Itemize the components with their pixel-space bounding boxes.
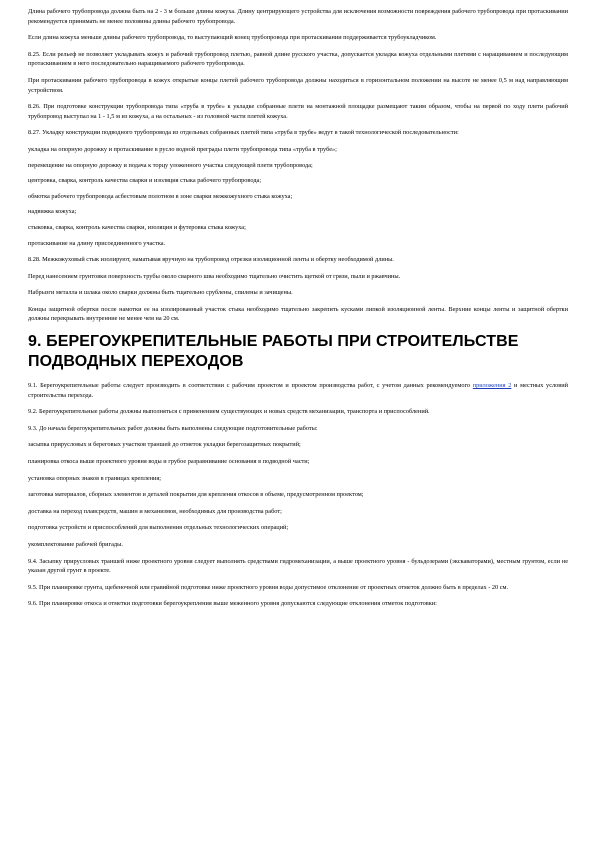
paragraph: Набрызги металла и шлака около сварки должны быть тщательно срублены, спилены и зачищены. (28, 289, 293, 297)
document-page (28, 7, 568, 616)
list-item: укладка на опорную дорожку и протаскивание в русло водной преграды плети трубопровода типа «труба в трубе»; (28, 145, 337, 153)
paragraph: 9.6. При планировке откоса и отметки подготовки берегоукрепления выше меженного уровня допускаются следующие отклонения отметок подготовки: (28, 600, 437, 608)
list-item: центровка, сварка, контроль качества сварки и изоляция стыка рабочего трубопровода; (28, 177, 262, 185)
list-item: надвижка кожуха; (28, 208, 77, 216)
paragraph: 8.26. При подготовке конструкции трубопровода типа «труба в трубе» к укладке собранные плети на монтажной площадке размещают таким образом, чтобы на первой по ходу плети рабочий трубопровод выступал на 1 - 1,5 м из кожуха, а на остальных - из головной части плетей кожуха. (28, 103, 568, 120)
paragraph: Если длина кожуха меньше длины рабочего трубопровода, то выступающий конец трубопровода при протаскивании поддерживается трубоукладчиком. (28, 34, 437, 42)
section-8-continued (28, 7, 568, 324)
paragraph: 9.3. До начала берегоукрепительных работ должны быть выполнены следующие подготовительные работы: (28, 424, 318, 432)
paragraph: Длина рабочего трубопровода должна быть на 2 - 3 м больше длины кожуха. Длину центрирующего устройства для исключения возможности повреждения рабочего трубопровода при протаскивании рекомендуется принимать не менее половины длины рабочего трубопровода. (28, 8, 568, 25)
list-item: засыпка прирусловых и береговых участков траншей до отметок укладки берегозащитных покрытий; (28, 441, 301, 449)
paragraph: Концы защитной обертки после намотки ее на изолированный участок стыка необходимо тщательно закрепить кусками липкой изоляционной ленты. Верхние концы ленты и защитной обертки должны перекрывать внутренние не менее чем на 20 см. (28, 305, 568, 323)
paragraph: 8.25. Если рельеф не позволяет укладывать кожух и рабочий трубопровод плетью, равной длине русского участка, допускается укладка кожуха отдельными плетями с наращиванием и последующим протаскиванием в него последовательно наращиваемого рабочего трубопровода. (28, 50, 568, 68)
list-item: установка опорных знаков в границах крепления; (28, 474, 162, 482)
list-item: заготовка материалов, сборных элементов и деталей покрытия для крепления откосов в объеме, предусмотренном проектом; (28, 491, 364, 499)
list-item: перемещение на опорную дорожку и подача к торцу уложенного участка следующей плети трубопровода; (28, 161, 313, 169)
paragraph-text: и местных условий строительства перехода. (28, 382, 568, 399)
paragraph: 9.4. Засыпку прирусловых траншей ниже проектного уровня следует выполнять средствами гидромеханизации, а выше проектного уровня - бульдозерами (экскаваторами), местным грунтом, если не указан другой грунт в проекте. (28, 557, 568, 575)
list-item: планировка откоса выше проектного уровня воды и грубое разравнивание основания в подводной части; (28, 458, 310, 466)
paragraph: При протаскивании рабочего трубопровода в кожух открытые концы плетей рабочего трубопровода должны находиться в горизонтальном положении на высоте не менее 0,5 м над направляющим устройством. (28, 76, 568, 94)
appendix-2-link[interactable]: приложения 2 (472, 382, 512, 390)
paragraph-9-1 (28, 381, 568, 400)
section-9 (28, 381, 568, 609)
paragraph: 9.2. Берегоукрепительные работы должны выполняться с применением существующих и новых средств механизации, транспорта и приспособлений. (28, 408, 430, 416)
paragraph-text: 9.1. Берегоукрепительные работы следует производить в соответствии с рабочим проектом и проектом производства работ, с учетом данных рекомендуемого (28, 382, 473, 390)
list-item: подготовка устройств и приспособлений для выполнения отдельных технологических операций; (28, 524, 289, 532)
list-item: обмотка рабочего трубопровода асбестовым полотном в зоне сварки межкожухного стыка кожуха; (28, 192, 293, 200)
paragraph: 9.5. При планировке грунта, щебеночной или гравийной подготовке ниже проектного уровня воды допустимое отклонение от проектных отметок должно быть в пределах - 20 см. (28, 583, 509, 591)
list-item: доставка на переход плавсредств, машин и механизмов, необходимых для производства работ; (28, 507, 282, 515)
section-heading: 9. БЕРЕГОУКРЕПИТЕЛЬНЫЕ РАБОТЫ ПРИ СТРОИТЕЛЬСТВЕ ПОДВОДНЫХ ПЕРЕХОДОВ (28, 333, 519, 371)
list-item: стыковка, сварка, контроль качества сварки, изоляция и футеровка стыка кожуха; (28, 223, 246, 231)
list-item: протаскивание на длину присоединенного участка. (28, 239, 166, 247)
paragraph: 8.27. Укладку конструкции подводного трубопровода из отдельных собранных плетей типа «труба в трубе» ведут в такой технологической последовательности: (28, 129, 459, 137)
paragraph: 8.28. Межкожуховый стык изолируют, наматывая вручную на трубопровод отрезки изоляционной ленты и обертку необходимой длины. (28, 256, 394, 264)
paragraph: Перед нанесением грунтовки поверхность трубы около сварного шва необходимо тщательно очистить щеткой от грязи, пыли и ржавчины. (28, 272, 401, 280)
list-item: укомплектование рабочей бригады. (28, 541, 123, 548)
